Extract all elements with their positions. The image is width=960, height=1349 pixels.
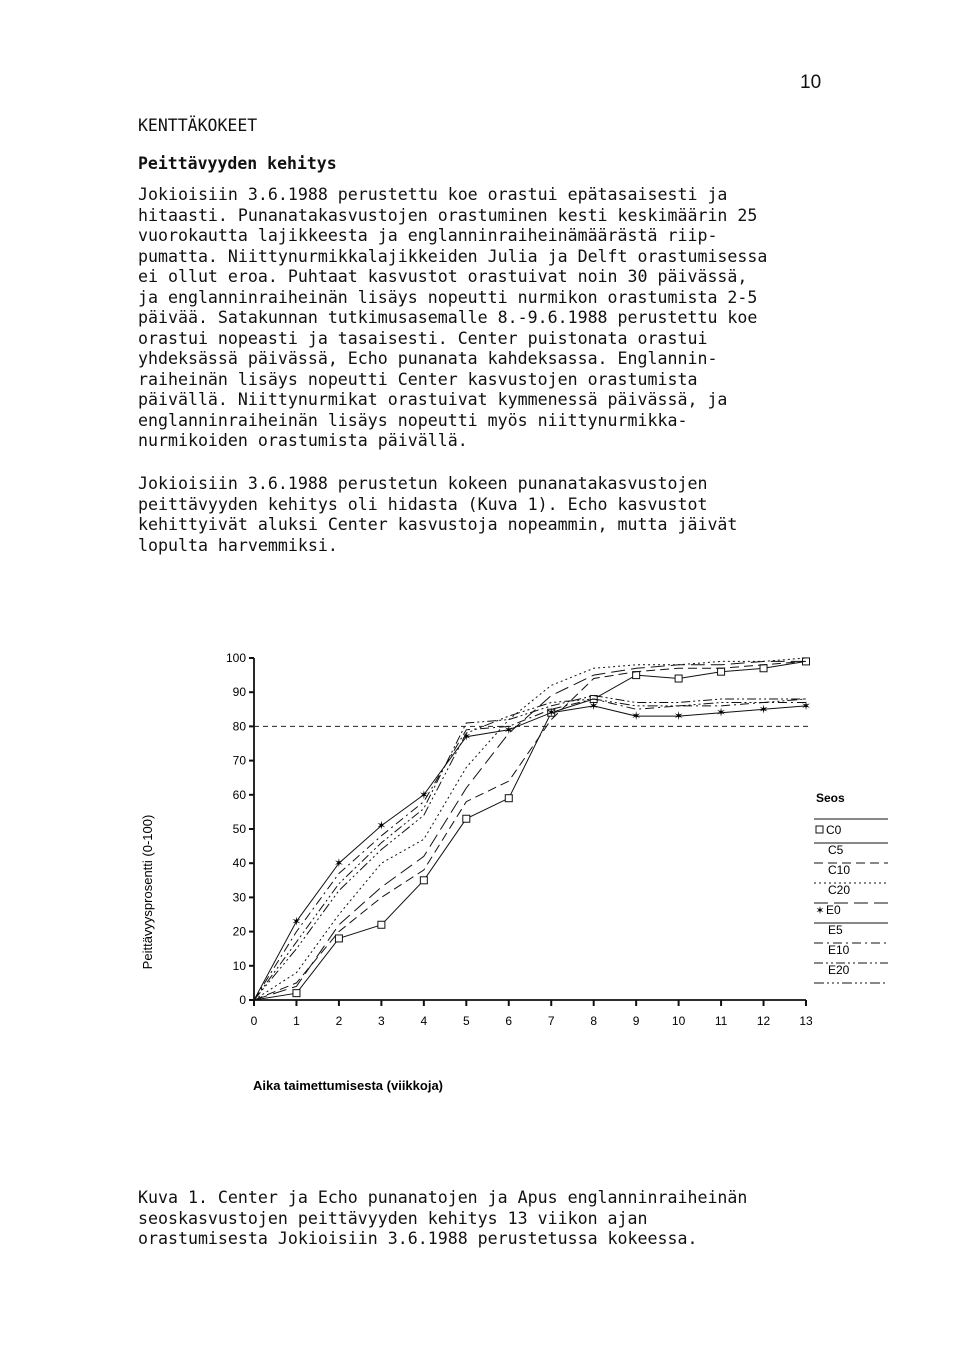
data-point-star: ✶	[418, 787, 429, 802]
text-line: Jokioisiin 3.6.1988 perustetun kokeen punanatakasvustojen	[138, 474, 708, 493]
data-point-star: ✶	[503, 722, 514, 737]
data-point-star: ✶	[800, 698, 812, 713]
data-point-star: ✶	[673, 709, 684, 724]
text-line: ja englanninraiheinän lisäys nopeutti nurmikon orastumista 2-5	[138, 287, 758, 307]
data-point-square	[675, 675, 682, 682]
y-tick-label: 60	[232, 787, 246, 802]
coverage-line-chart	[0, 630, 960, 1110]
data-point-square	[335, 935, 342, 942]
y-tick-label: 50	[232, 822, 246, 836]
x-tick-label: 6	[505, 1014, 513, 1028]
text-line: kehittyivät aluksi Center kasvustoja nopeammin, mutta jäivät	[138, 515, 738, 534]
data-point-square	[760, 665, 767, 672]
x-tick-label: 7	[547, 1014, 555, 1028]
x-axis-title: Aika taimettumisesta (viikkoja)	[252, 1078, 444, 1093]
x-tick-label: 12	[756, 1014, 771, 1028]
x-tick-label: 4	[420, 1014, 428, 1028]
data-point-star: ✶	[291, 914, 302, 929]
page-number: 10	[800, 72, 822, 93]
y-tick-label: 80	[232, 719, 246, 734]
data-point-star: ✶	[758, 702, 769, 717]
text-line: lopulta harvemmiksi.	[138, 535, 338, 555]
legend-label-c5: C5	[828, 843, 844, 857]
y-tick-label: 90	[232, 685, 246, 700]
legend-label-c0: C0	[826, 823, 842, 837]
legend-label-e10: E10	[828, 943, 850, 957]
data-point-square	[505, 795, 512, 802]
text-line: pumatta. Niittynurmikkalajikkeiden Julia ja Delft orastumisessa	[138, 246, 768, 266]
x-tick-label: 5	[462, 1014, 470, 1028]
x-tick-label: 8	[590, 1014, 598, 1028]
y-tick-label: 10	[232, 958, 246, 973]
data-point-square	[420, 877, 427, 884]
text-line: Jokioisiin 3.6.1988 perustettu koe orastui epätasaisesti ja	[138, 185, 728, 204]
legend-marker-square	[816, 826, 823, 833]
x-tick-label: 13	[799, 1014, 813, 1028]
series-line-e20	[254, 699, 806, 1000]
y-axis-title: Peittävyysprosentti (0-100)	[140, 814, 155, 970]
text-line: vuorokautta lajikkeesta ja englanninraiheinämäärästä riip-	[138, 226, 718, 245]
section-title: KENTTÄKOKEET	[138, 116, 258, 135]
body-paragraph-2	[138, 474, 737, 556]
data-point-square	[718, 668, 725, 675]
text-line: raiheinän lisäys nopeutti Center kasvustojen orastumista	[138, 369, 698, 389]
caption-line: seoskasvustojen peittävyyden kehitys 13 viikon ajan	[138, 1208, 648, 1228]
y-tick-label: 40	[232, 856, 246, 871]
text-line: englanninraiheinän lisäys nopeutti myös niittynurmikka-	[138, 410, 688, 430]
x-tick-label: 0	[250, 1014, 258, 1028]
data-point-star: ✶	[376, 818, 387, 833]
x-tick-label: 9	[632, 1014, 640, 1028]
figure-caption	[138, 1188, 747, 1250]
data-point-square	[293, 990, 300, 997]
y-tick-label: 0	[239, 993, 246, 1007]
text-line: orastui nopeasti ja tasaisesti. Center puistonata orastui	[138, 328, 708, 348]
y-tick-label: 70	[232, 753, 246, 768]
data-point-star: ✶	[631, 709, 642, 724]
text-line: nurmikoiden orastumista päivällä.	[138, 431, 468, 450]
legend-label-c10: C10	[828, 863, 851, 877]
data-point-star: ✶	[716, 705, 727, 720]
data-point-star: ✶	[461, 729, 472, 744]
legend-marker-star: ✶	[815, 904, 825, 917]
text-line: hitaasti. Punanatakasvustojen orastuminen kesti keskimäärin 25	[138, 205, 758, 225]
caption-line: orastumisesta Jokioisiin 3.6.1988 perustetussa kokeessa.	[138, 1229, 698, 1248]
text-line: yhdeksässä päivässä, Echo punanata kahdeksassa. Englannin-	[138, 349, 718, 368]
data-point-star: ✶	[588, 698, 599, 713]
x-tick-label: 11	[714, 1014, 728, 1028]
legend-label-c20: C20	[828, 883, 851, 897]
body-paragraph-1	[138, 185, 767, 452]
legend-label-e20: E20	[828, 963, 850, 977]
subsection-title: Peittävyyden kehitys	[138, 154, 337, 173]
x-tick-label: 3	[378, 1014, 385, 1028]
x-tick-label: 1	[293, 1014, 300, 1028]
text-line: päivää. Satakunnan tutkimusasemalle 8.-9.6.1988 perustettu koe	[138, 308, 758, 327]
data-point-square	[463, 815, 470, 822]
data-point-star: ✶	[546, 705, 557, 720]
series-line-e5	[254, 699, 806, 1000]
y-tick-label: 30	[232, 890, 246, 905]
text-line: päivällä. Niittynurmikat orastuivat kymmenessä päivässä, ja	[138, 390, 728, 409]
data-point-square	[633, 672, 640, 679]
text-line: peittävyyden kehitys oli hidasta (Kuva 1). Echo kasvustot	[138, 494, 708, 514]
data-point-square	[378, 921, 385, 928]
legend-label-e5: E5	[828, 923, 843, 937]
legend-label-e0: E0	[826, 903, 841, 917]
x-tick-label: 10	[671, 1014, 686, 1028]
data-point-star: ✶	[333, 856, 344, 871]
legend-title: Seos	[816, 791, 845, 805]
text-line: ei ollut eroa. Puhtaat kasvustot orastuivat noin 30 päivässä,	[138, 267, 748, 286]
x-tick-label: 2	[335, 1014, 343, 1028]
series-line-e10	[254, 696, 806, 1000]
caption-line: Kuva 1. Center ja Echo punanatojen ja Apus englanninraiheinän	[138, 1188, 748, 1207]
y-tick-label: 20	[232, 924, 246, 939]
y-tick-label: 100	[225, 651, 246, 665]
